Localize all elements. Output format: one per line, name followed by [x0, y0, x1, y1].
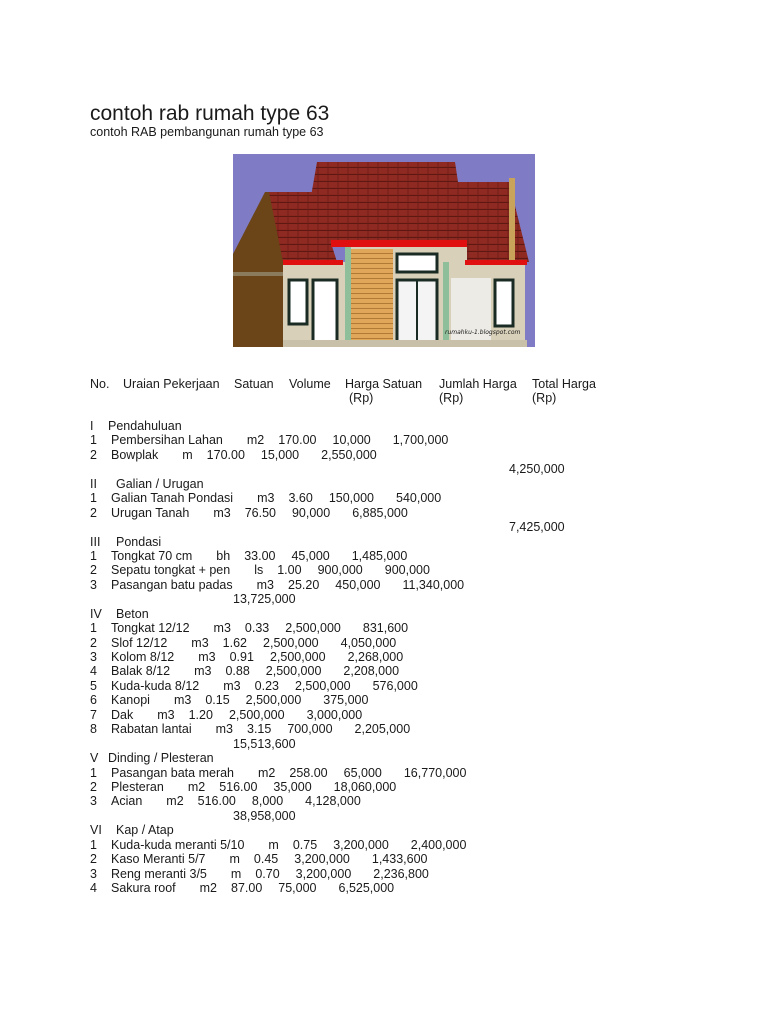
item-unit: m2: [246, 433, 265, 448]
item-no: 2: [90, 852, 97, 867]
table-row: [0, 794, 768, 809]
header-total-harga: Total Harga: [532, 377, 596, 391]
item-label: Reng meranti 3/5: [111, 866, 207, 881]
item-volume: 0.33: [244, 621, 270, 636]
house-illustration: [233, 154, 535, 347]
section-label: Beton: [116, 606, 149, 621]
table-row: [0, 780, 768, 795]
section-row: [0, 477, 768, 492]
item-no: 2: [90, 780, 97, 794]
header-jumlah-harga-unit: (Rp): [439, 391, 464, 405]
section-row: [0, 751, 768, 766]
table-row: [0, 448, 768, 463]
item-amount: 16,770,000: [403, 765, 467, 780]
item-amount: 831,600: [362, 621, 409, 636]
section-label: Pendahuluan: [108, 419, 182, 433]
section-numeral: II: [90, 476, 97, 491]
item-amount: 2,400,000: [410, 837, 467, 852]
item-no: 1: [90, 491, 97, 506]
item-unit: m2: [199, 881, 217, 896]
item-volume: 258.00: [289, 765, 328, 780]
section-numeral: VI: [90, 823, 102, 838]
item-label: Kuda-kuda 8/12: [111, 678, 200, 693]
item-price: 3,200,000: [295, 866, 352, 881]
item-label: Urugan Tanah: [111, 505, 190, 520]
table-row: [0, 881, 768, 896]
table-row: [0, 650, 768, 665]
item-volume: 33.00: [244, 548, 276, 563]
item-unit: m3: [256, 577, 275, 592]
section-total-row: [0, 520, 768, 535]
item-price: 8,000: [251, 794, 284, 809]
item-price: 2,500,000: [228, 707, 285, 722]
item-unit: m: [230, 866, 242, 881]
section-total: 15,513,600: [233, 736, 296, 751]
header-jumlah-harga: Jumlah Harga: [439, 377, 517, 391]
item-amount: 3,000,000: [306, 707, 363, 722]
item-volume: 1.20: [188, 707, 213, 722]
item-no: 4: [90, 664, 97, 679]
header-no: No.: [90, 377, 110, 391]
item-volume: 0.23: [254, 678, 279, 693]
header-total-harga-unit: (Rp): [532, 391, 557, 405]
item-price: 450,000: [335, 577, 381, 592]
header-harga-satuan: Harga Satuan: [345, 377, 423, 391]
item-unit: m: [182, 447, 193, 462]
item-price: 150,000: [328, 491, 374, 506]
page-title: contoh rab rumah type 63: [90, 102, 330, 125]
section-total: 38,958,000: [233, 808, 296, 823]
table-row: [0, 578, 768, 593]
item-label: Plesteran: [111, 780, 164, 794]
item-label: Kuda-kuda meranti 5/10: [111, 837, 245, 852]
table-row: [0, 867, 768, 882]
item-label: Acian: [111, 794, 143, 809]
section-row: [0, 607, 768, 622]
item-amount: 1,485,000: [351, 548, 408, 563]
item-label: Pasangan bata merah: [111, 765, 235, 780]
section-total-row: [0, 737, 768, 752]
item-amount: 2,236,800: [373, 866, 429, 881]
item-no: 1: [90, 837, 97, 852]
item-price: 75,000: [278, 881, 317, 896]
watermark-text: rumahku-1.blogspot.com: [445, 329, 521, 336]
section-label: Galian / Urugan: [116, 476, 204, 491]
table-row: [0, 506, 768, 521]
section-total: 13,725,000: [233, 592, 296, 607]
section-numeral: IV: [90, 606, 102, 621]
item-volume: 0.15: [205, 693, 230, 708]
item-label: Kaso Meranti 5/7: [111, 852, 206, 867]
item-volume: 0.75: [292, 837, 318, 852]
item-volume: 3.15: [247, 722, 272, 737]
item-amount: 1,700,000: [392, 433, 449, 448]
table-row: [0, 433, 768, 448]
item-price: 700,000: [287, 722, 333, 737]
item-volume: 87.00: [231, 881, 263, 896]
item-label: Sakura roof: [111, 881, 176, 896]
item-unit: m3: [257, 491, 275, 506]
table-row: [0, 852, 768, 867]
item-unit: m3: [223, 678, 241, 693]
item-no: 3: [90, 650, 97, 665]
section-total: 7,425,000: [509, 520, 565, 535]
item-price: 15,000: [260, 447, 300, 462]
section-numeral: III: [90, 534, 101, 549]
table-row: [0, 679, 768, 694]
item-label: Pasangan batu padas: [111, 577, 233, 592]
item-price: 45,000: [291, 548, 330, 563]
item-unit: m2: [187, 780, 206, 794]
item-no: 1: [90, 621, 97, 636]
item-unit: ls: [254, 563, 264, 578]
item-no: 8: [90, 722, 97, 737]
item-no: 6: [90, 693, 97, 708]
item-unit: m3: [194, 664, 212, 679]
section-label: Kap / Atap: [116, 823, 174, 838]
item-amount: 4,050,000: [340, 635, 397, 650]
section-row: [0, 823, 768, 838]
table-row: [0, 722, 768, 737]
item-amount: 2,205,000: [354, 722, 411, 737]
item-unit: m3: [191, 635, 209, 650]
item-price: 2,500,000: [285, 621, 341, 636]
item-unit: m3: [198, 650, 216, 665]
section-row: [0, 535, 768, 550]
item-price: 10,000: [332, 433, 371, 448]
item-no: 1: [90, 433, 97, 448]
item-unit: m: [268, 837, 279, 852]
item-volume: 170.00: [278, 433, 317, 448]
item-label: Rabatan lantai: [111, 722, 192, 737]
item-label: Tongkat 12/12: [111, 621, 190, 636]
item-label: Kanopi: [111, 693, 150, 708]
table-row: [0, 693, 768, 708]
item-volume: 0.45: [253, 852, 279, 867]
item-volume: 25.20: [288, 577, 320, 592]
item-volume: 516.00: [197, 794, 236, 809]
item-volume: 0.88: [225, 664, 250, 679]
item-label: Bowplak: [111, 447, 159, 462]
header-volume: Volume: [289, 377, 331, 391]
item-no: 7: [90, 707, 97, 722]
item-amount: 375,000: [323, 693, 369, 708]
item-no: 3: [90, 794, 97, 809]
item-unit: m3: [215, 722, 233, 737]
item-volume: 1.62: [222, 635, 248, 650]
table-row: [0, 549, 768, 564]
item-price: 900,000: [317, 563, 363, 578]
table-row: [0, 491, 768, 506]
item-amount: 2,550,000: [321, 447, 377, 462]
item-no: 2: [90, 505, 97, 520]
item-price: 65,000: [343, 765, 382, 780]
section-numeral: I: [90, 419, 94, 433]
table-row: [0, 636, 768, 651]
header-uraian: Uraian Pekerjaan: [123, 377, 220, 391]
item-volume: 3.60: [288, 491, 313, 506]
item-no: 4: [90, 881, 97, 896]
item-label: Tongkat 70 cm: [111, 548, 193, 563]
table-row: [0, 621, 768, 636]
item-price: 3,200,000: [333, 837, 389, 852]
item-price: 2,500,000: [265, 664, 322, 679]
item-price: 90,000: [291, 505, 331, 520]
item-volume: 0.91: [229, 650, 254, 665]
item-no: 2: [90, 447, 97, 462]
section-total-row: [0, 592, 768, 607]
item-amount: 6,525,000: [338, 881, 395, 896]
item-unit: m3: [157, 707, 175, 722]
item-volume: 76.50: [244, 505, 276, 520]
item-label: Pembersihan Lahan: [111, 433, 223, 448]
item-price: 2,500,000: [263, 635, 319, 650]
item-no: 3: [90, 866, 97, 881]
item-label: Slof 12/12: [111, 635, 168, 650]
item-no: 1: [90, 765, 97, 780]
item-price: 3,200,000: [294, 852, 350, 867]
item-unit: m2: [166, 794, 184, 809]
section-row: [0, 419, 768, 434]
table-row: [0, 563, 768, 578]
section-total: 4,250,000: [509, 462, 565, 477]
item-amount: 576,000: [372, 678, 418, 693]
table-row: [0, 708, 768, 723]
item-amount: 11,340,000: [402, 577, 465, 592]
section-label: Pondasi: [116, 534, 162, 549]
item-volume: 0.70: [255, 866, 280, 881]
section-total-row: [0, 809, 768, 824]
item-price: 2,500,000: [269, 650, 326, 665]
item-no: 2: [90, 563, 97, 578]
item-unit: m3: [213, 621, 231, 636]
item-price: 35,000: [273, 780, 312, 794]
item-volume: 516.00: [219, 780, 258, 794]
item-amount: 6,885,000: [352, 505, 408, 520]
item-amount: 4,128,000: [305, 794, 361, 809]
item-label: Dak: [111, 707, 134, 722]
item-amount: 1,433,600: [371, 852, 428, 867]
item-unit: m3: [173, 693, 192, 708]
table-row: [0, 838, 768, 853]
item-no: 2: [90, 635, 97, 650]
item-amount: 900,000: [384, 563, 430, 578]
item-amount: 2,268,000: [347, 650, 404, 665]
item-volume: 170.00: [206, 447, 245, 462]
item-unit: m3: [213, 505, 231, 520]
item-no: 3: [90, 577, 97, 592]
item-label: Balak 8/12: [111, 664, 171, 679]
page-subtitle: contoh RAB pembangunan rumah type 63: [90, 125, 324, 139]
header-satuan: Satuan: [234, 377, 274, 391]
table-row: [0, 664, 768, 679]
item-unit: m2: [258, 765, 276, 780]
item-amount: 540,000: [396, 491, 442, 506]
section-total-row: [0, 462, 768, 477]
item-volume: 1.00: [277, 563, 302, 578]
item-label: Sepatu tongkat + pen: [111, 563, 231, 578]
item-unit: m: [229, 852, 240, 867]
table-row: [0, 766, 768, 781]
item-amount: 2,208,000: [343, 664, 400, 679]
section-label: Dinding / Plesteran: [108, 751, 214, 766]
item-no: 5: [90, 678, 97, 693]
item-label: Kolom 8/12: [111, 650, 175, 665]
section-numeral: V: [90, 751, 99, 766]
item-label: Galian Tanah Pondasi: [111, 491, 234, 506]
item-price: 2,500,000: [294, 678, 351, 693]
item-unit: bh: [216, 548, 231, 563]
header-harga-satuan-unit: (Rp): [349, 391, 374, 405]
item-no: 1: [90, 548, 97, 563]
item-amount: 18,060,000: [333, 780, 397, 794]
item-price: 2,500,000: [245, 693, 302, 708]
